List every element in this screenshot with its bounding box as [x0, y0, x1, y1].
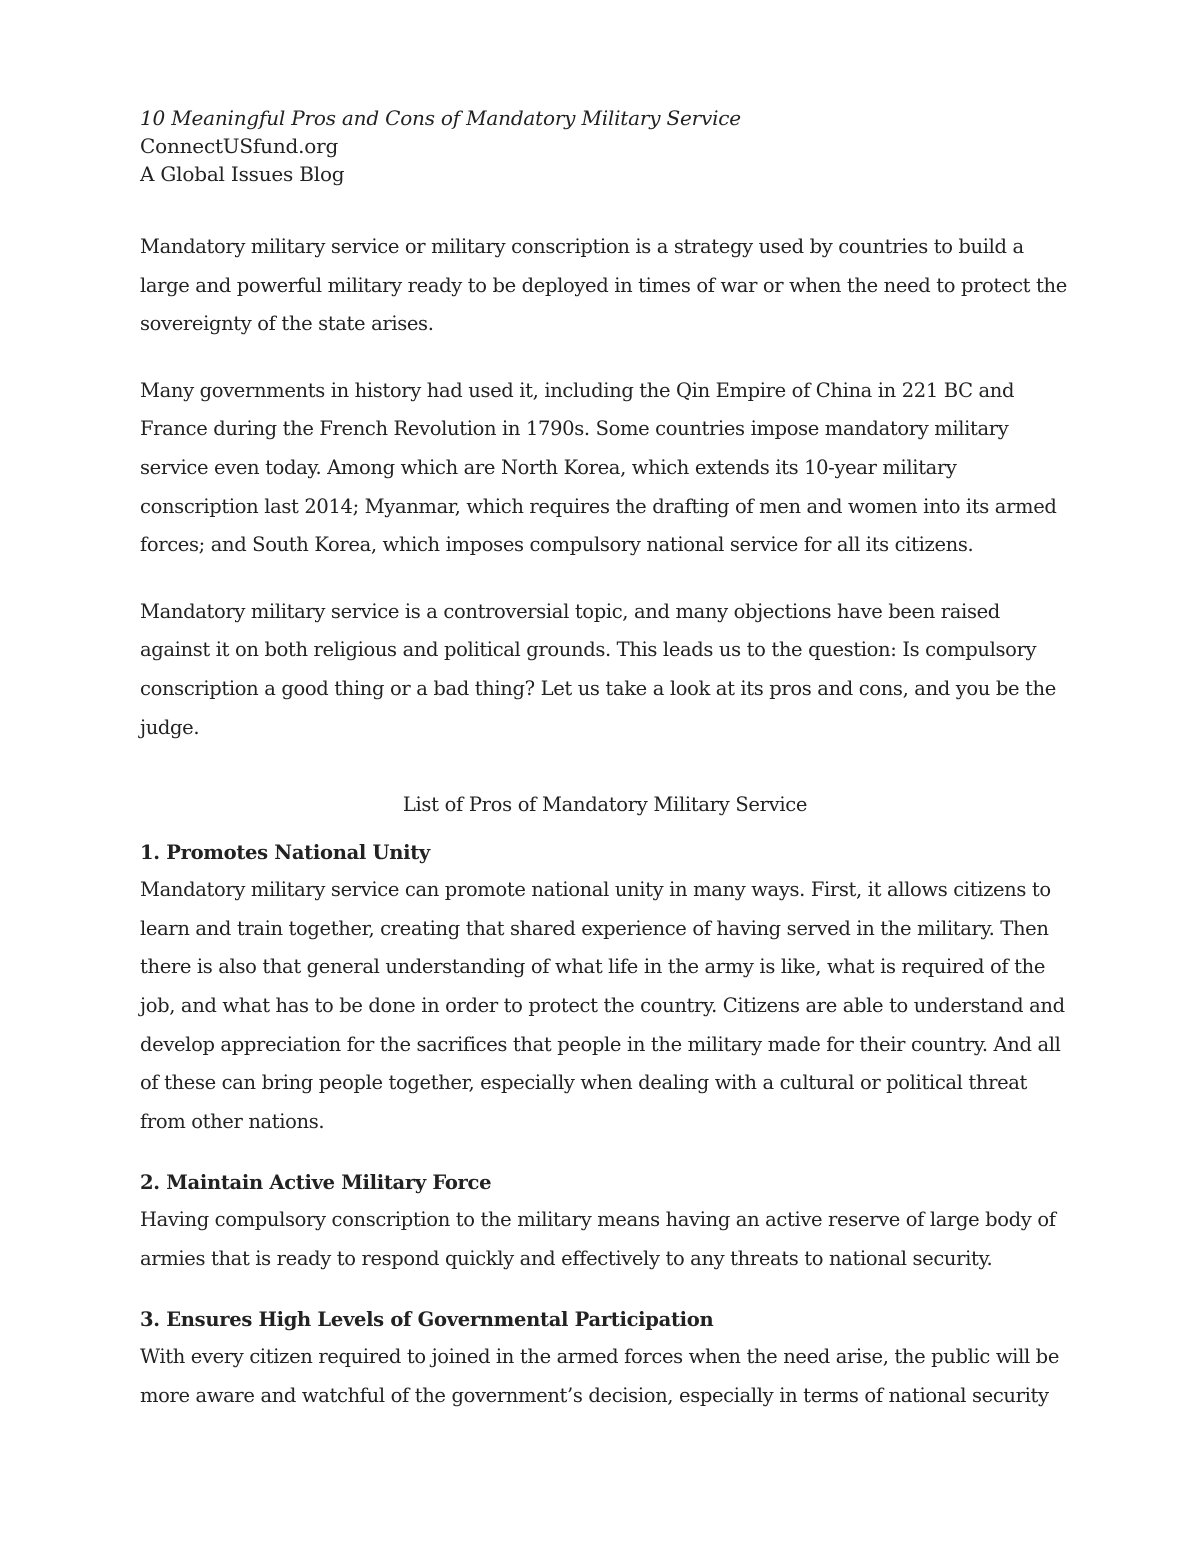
pro-item-2 [140, 1169, 1070, 1278]
pro-body: Mandatory military service can promote national unity in many ways. First, it allows citizens to learn and train together, creating that shared experience of having served in the military. Then there is also that general understanding of what life in the army is like, what is required of the job, and what has to be done in order to protect the country. Citizens are able to understand and develop appreciation for the sacrifices that people in the military made for their country. And all of these can bring people together, especially when dealing with a cultural or political threat from other nations. [140, 878, 1065, 1133]
pro-body: With every citizen required to joined in the armed forces when the need arise, the public will be more aware and watchful of the government’s decision, especially in terms of national security [140, 1345, 1060, 1408]
document-page [140, 104, 1070, 1444]
site-tagline: A Global Issues Blog [140, 162, 345, 186]
site-name: ConnectUSfund.org [140, 134, 339, 158]
pro-item-1 [140, 839, 1070, 1141]
intro-paragraph-1: Mandatory military service or military conscription is a strategy used by countries to build a large and powerful military ready to be deployed in times of war or when the need to protect the sovereignty of the state arises. [140, 235, 1067, 336]
document-title: 10 Meaningful Pros and Cons of Mandatory Military Service [140, 106, 741, 130]
pros-list [140, 839, 1070, 1416]
intro-paragraph-3: Mandatory military service is a controversial topic, and many objections have been raised against it on both religious and political grounds. This leads us to the question: Is compulsory conscription a good thing or a bad thing? Let us take a look at its pros and cons, and you be the judge. [140, 599, 1056, 739]
intro-section [140, 228, 1070, 747]
intro-paragraph-2: Many governments in history had used it, including the Qin Empire of China in 221 BC and France during the French Revolution in 1790s. Some countries impose mandatory military service even today. Among which are North Korea, which extends its 10-year military conscription last 2014; Myanmar, which requires the drafting of men and women into its armed forces; and South Korea, which imposes compulsory national service for all its citizens. [140, 378, 1057, 557]
pro-heading: 1. Promotes National Unity [140, 841, 430, 865]
pros-section-title: List of Pros of Mandatory Military Service [402, 793, 808, 817]
pro-heading: 2. Maintain Active Military Force [140, 1171, 492, 1195]
pro-heading: 3. Ensures High Levels of Governmental Participation [140, 1308, 714, 1332]
pro-body: Having compulsory conscription to the military means having an active reserve of large body of armies that is ready to respond quickly and effectively to any threats to national security. [140, 1208, 1056, 1270]
document-header [140, 104, 1070, 188]
pro-item-3 [140, 1306, 1070, 1415]
